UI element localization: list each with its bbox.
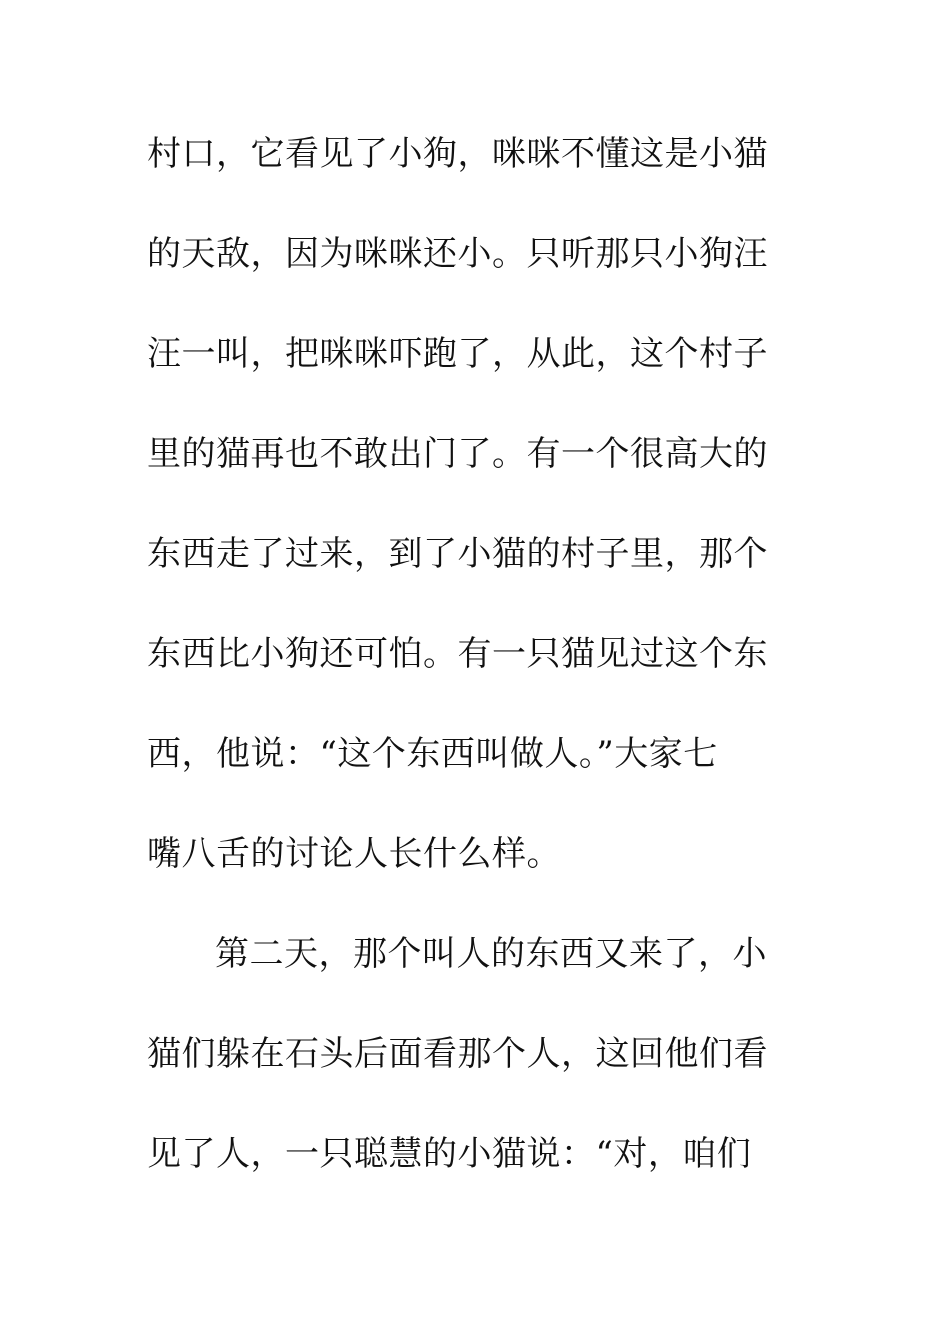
paragraph-start-line: 第二天，那个叫人的东西又来了，小 (215, 934, 767, 974)
text-line: 汪一叫，把咪咪吓跑了，从此，这个村子 (147, 334, 768, 374)
text-line: 里的猫再也不敢出门了。有一个很高大的 (147, 434, 768, 474)
text-line: 东西走了过来，到了小猫的村子里，那个 (147, 534, 768, 574)
text-line: 东西比小狗还可怕。有一只猫见过这个东 (147, 634, 768, 674)
text-line: 西，他说：“这个东西叫做人。”大家七 (147, 734, 718, 774)
text-line: 村口，它看见了小狗，咪咪不懂这是小猫 (147, 134, 768, 174)
text-line: 猫们躲在石头后面看那个人，这回他们看 (147, 1034, 768, 1074)
text-line: 嘴八舌的讨论人长什么样。 (147, 834, 561, 874)
text-line: 见了人，一只聪慧的小猫说：“对，咱们 (147, 1134, 752, 1174)
text-line: 的天敌，因为咪咪还小。只听那只小狗汪 (147, 234, 768, 274)
story-text (147, 124, 787, 1224)
